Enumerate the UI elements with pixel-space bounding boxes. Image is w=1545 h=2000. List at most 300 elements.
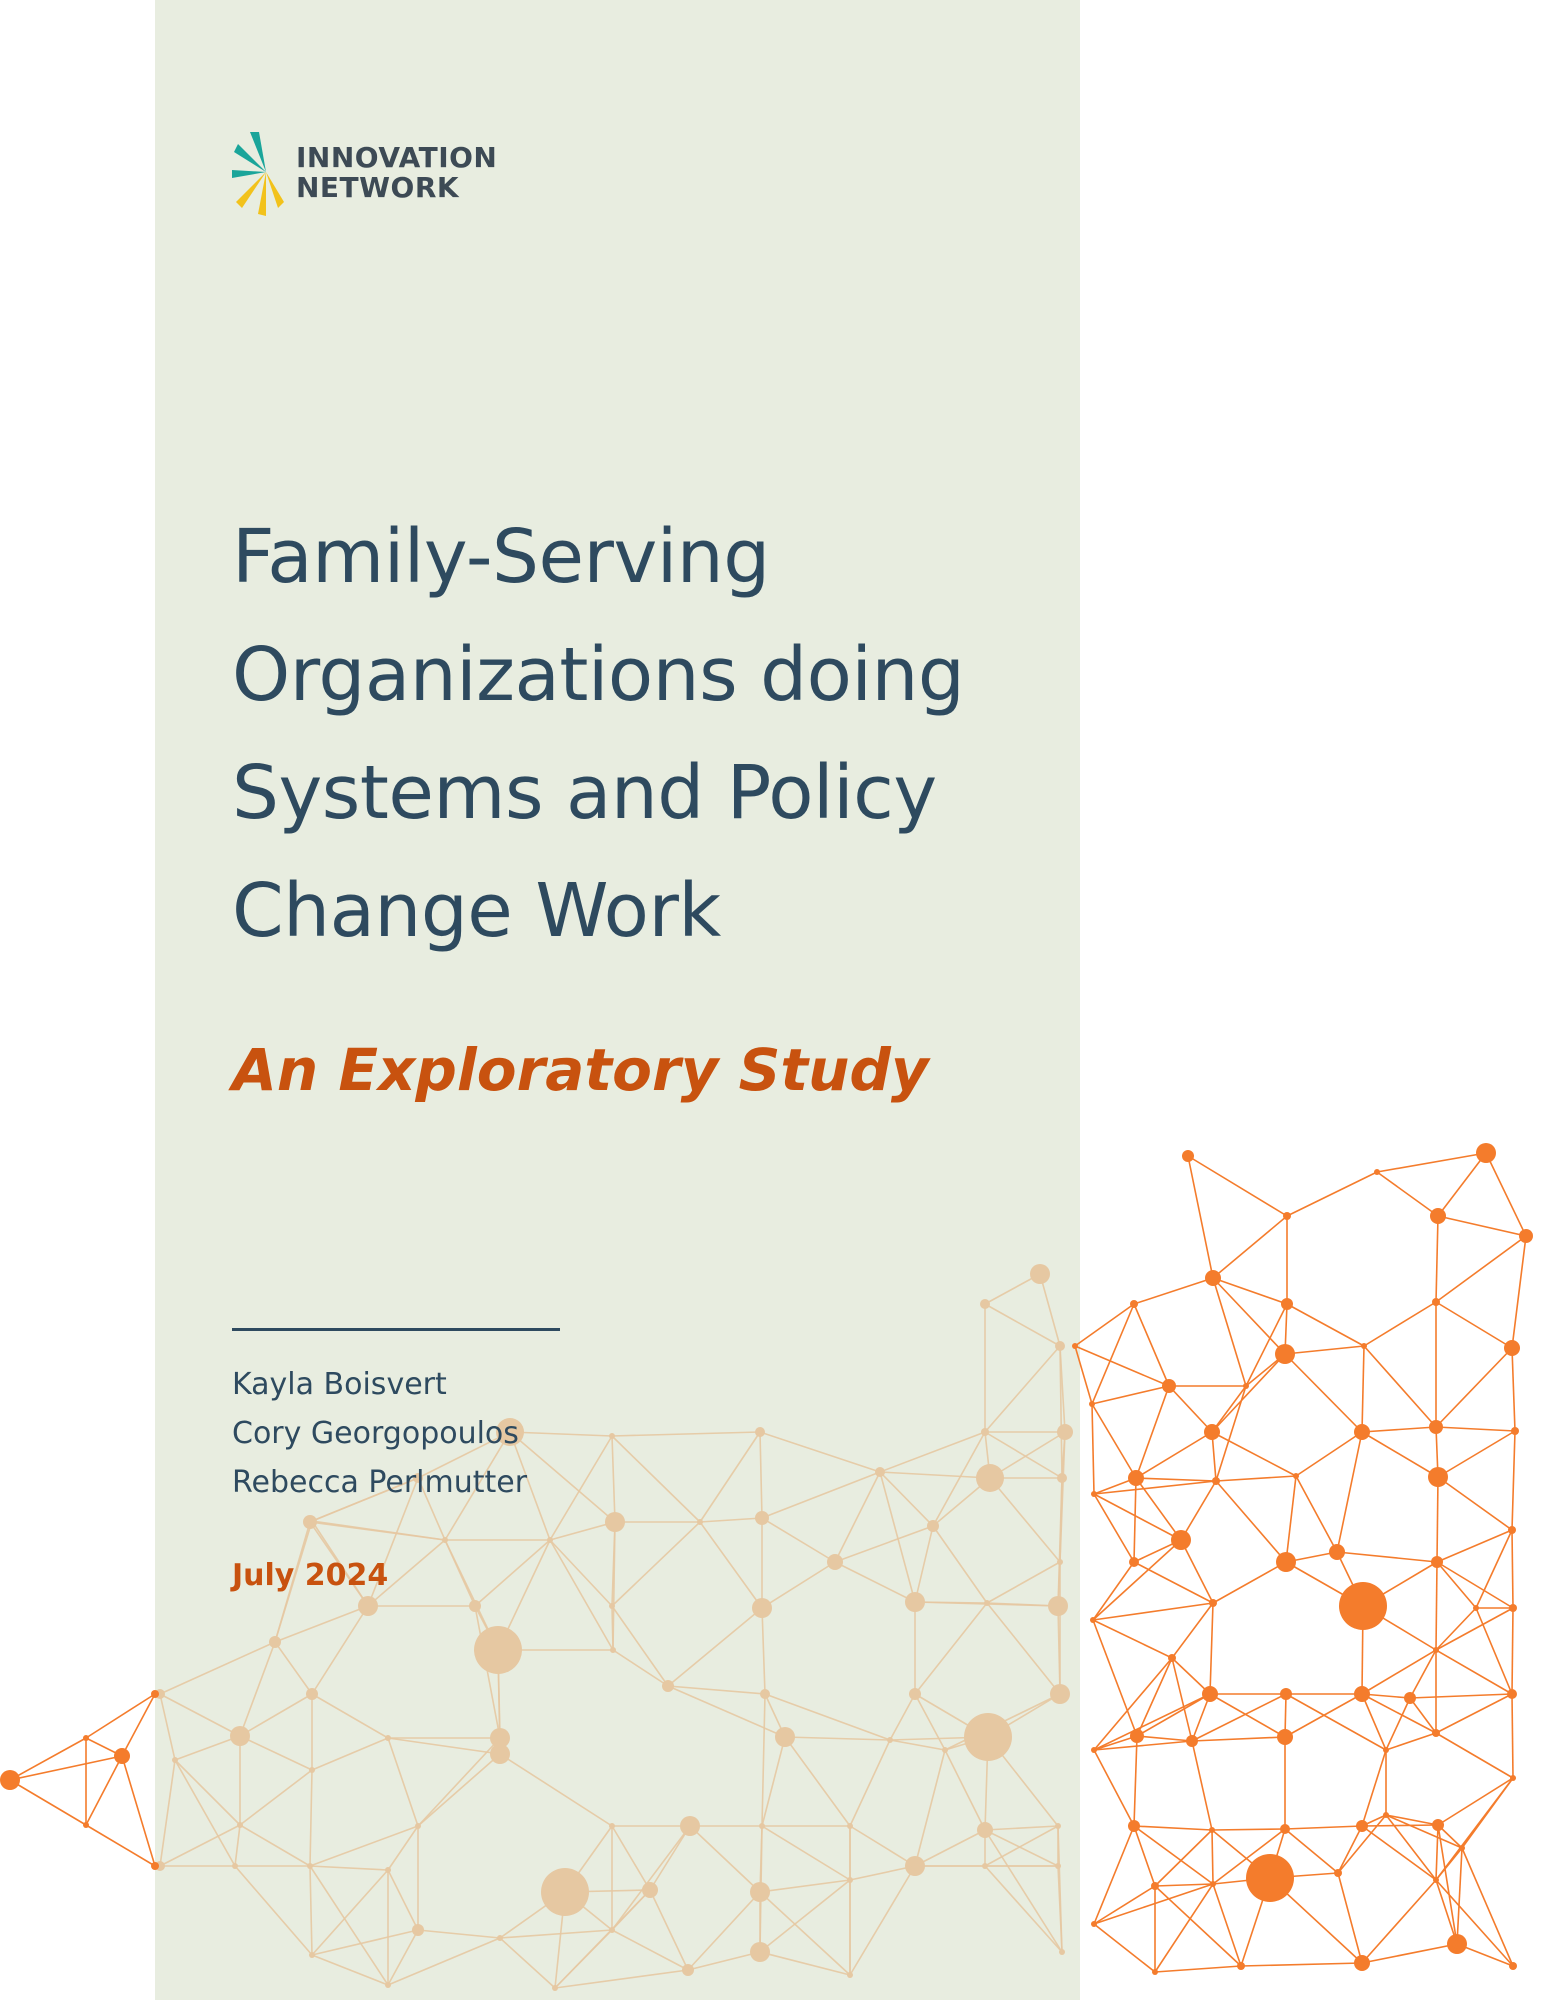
network-edge bbox=[1436, 1216, 1438, 1302]
network-node bbox=[1432, 1298, 1440, 1306]
network-node bbox=[827, 1554, 843, 1570]
network-node bbox=[1130, 1300, 1138, 1308]
network-node bbox=[1130, 1729, 1144, 1743]
network-edge bbox=[1094, 1886, 1155, 1924]
network-edge bbox=[1362, 1825, 1438, 1826]
network-edge bbox=[915, 1603, 987, 1694]
network-edge bbox=[880, 1432, 985, 1472]
network-edge bbox=[1436, 1608, 1513, 1650]
network-edge bbox=[985, 1866, 1062, 1952]
network-edge bbox=[612, 1432, 760, 1436]
network-edge bbox=[1155, 1884, 1213, 1886]
network-edge bbox=[550, 1540, 613, 1650]
network-edge bbox=[1094, 1884, 1213, 1924]
network-node bbox=[1519, 1229, 1533, 1243]
network-edge bbox=[1438, 1778, 1513, 1825]
network-edge bbox=[1364, 1346, 1436, 1427]
network-edge bbox=[1512, 1530, 1513, 1608]
network-node bbox=[609, 1603, 615, 1609]
network-edge bbox=[762, 1562, 835, 1608]
network-node bbox=[83, 1822, 89, 1828]
network-edge bbox=[915, 1602, 987, 1603]
network-edge bbox=[1136, 1386, 1169, 1478]
network-node bbox=[1429, 1420, 1443, 1434]
network-node bbox=[977, 1822, 993, 1838]
network-node bbox=[1433, 1647, 1439, 1653]
network-edge bbox=[1436, 1848, 1462, 1880]
network-edge bbox=[550, 1540, 612, 1606]
network-node bbox=[1186, 1735, 1198, 1747]
network-edge bbox=[388, 1826, 418, 1870]
network-edge bbox=[1134, 1562, 1213, 1603]
network-edge bbox=[1476, 1608, 1512, 1694]
network-edge bbox=[987, 1603, 1060, 1694]
network-node bbox=[1055, 1341, 1065, 1351]
network-node bbox=[114, 1748, 130, 1764]
network-node bbox=[1089, 1401, 1095, 1407]
network-node bbox=[1091, 1747, 1097, 1753]
network-node bbox=[1283, 1212, 1291, 1220]
author-list bbox=[232, 1360, 527, 1507]
network-edge bbox=[310, 1770, 312, 1866]
network-node bbox=[755, 1511, 769, 1525]
network-edge bbox=[1512, 1236, 1526, 1348]
network-edge bbox=[1436, 1348, 1512, 1427]
network-edge bbox=[500, 1754, 612, 1826]
network-edge bbox=[1213, 1216, 1287, 1278]
network-edge bbox=[312, 1955, 388, 1985]
network-edge bbox=[985, 1346, 1060, 1432]
network-edge bbox=[1437, 1562, 1476, 1608]
network-edge bbox=[1136, 1478, 1216, 1481]
network-edge bbox=[388, 1938, 500, 1985]
network-edge bbox=[1486, 1153, 1526, 1236]
network-edge bbox=[1512, 1431, 1515, 1530]
network-edge bbox=[1437, 1530, 1512, 1562]
network-edge bbox=[1285, 1826, 1362, 1829]
starburst-logo-icon bbox=[232, 130, 294, 216]
network-edge bbox=[850, 1826, 915, 1866]
network-edge bbox=[312, 1694, 388, 1738]
network-edge bbox=[1212, 1829, 1285, 1830]
network-edge bbox=[1362, 1826, 1436, 1880]
network-edge bbox=[1216, 1476, 1296, 1481]
network-node bbox=[755, 1427, 765, 1437]
network-edge bbox=[1386, 1815, 1462, 1848]
network-edge bbox=[10, 1756, 122, 1780]
network-edge bbox=[1172, 1658, 1192, 1741]
network-edge bbox=[612, 1436, 615, 1522]
network-node bbox=[927, 1520, 939, 1532]
network-edge bbox=[612, 1436, 700, 1522]
network-edge bbox=[1338, 1873, 1362, 1963]
network-edge bbox=[1212, 1830, 1213, 1884]
network-edge bbox=[310, 1866, 312, 1955]
network-edge bbox=[1364, 1302, 1436, 1346]
network-node bbox=[490, 1744, 510, 1764]
network-node bbox=[232, 1863, 238, 1869]
network-node bbox=[1473, 1605, 1479, 1611]
network-node bbox=[1339, 1582, 1387, 1630]
network-edge bbox=[1136, 1432, 1212, 1478]
network-edge bbox=[785, 1737, 850, 1826]
network-edge bbox=[612, 1826, 650, 1890]
network-node bbox=[981, 1428, 989, 1436]
network-edge bbox=[762, 1737, 785, 1826]
network-edge bbox=[612, 1522, 700, 1606]
network-edge bbox=[1436, 1427, 1515, 1431]
network-edge bbox=[1213, 1278, 1246, 1386]
network-node bbox=[1030, 1264, 1050, 1284]
network-edge bbox=[1181, 1540, 1213, 1603]
network-edge bbox=[1093, 1562, 1134, 1620]
network-edge bbox=[1285, 1346, 1364, 1354]
network-node bbox=[415, 1823, 421, 1829]
network-edge bbox=[1362, 1694, 1386, 1750]
title-line: Change Work bbox=[232, 868, 721, 954]
network-node bbox=[469, 1600, 481, 1612]
network-node bbox=[1209, 1599, 1217, 1607]
network-edge bbox=[760, 1432, 880, 1472]
network-edge bbox=[760, 1432, 762, 1518]
network-node bbox=[1476, 1143, 1496, 1163]
network-edge bbox=[1134, 1826, 1213, 1884]
network-node bbox=[759, 1823, 765, 1829]
network-edge bbox=[312, 1870, 388, 1955]
network-edge bbox=[418, 1738, 500, 1826]
network-node bbox=[680, 1816, 700, 1836]
network-node bbox=[1356, 1820, 1368, 1832]
network-node bbox=[1171, 1530, 1191, 1550]
network-node bbox=[474, 1626, 522, 1674]
network-edge bbox=[388, 1870, 418, 1930]
network-edge bbox=[650, 1890, 688, 1970]
network-node bbox=[1243, 1383, 1249, 1389]
network-edge bbox=[160, 1694, 240, 1736]
network-edge bbox=[890, 1694, 915, 1740]
network-node bbox=[1354, 1955, 1370, 1971]
network-edge bbox=[1169, 1386, 1212, 1432]
network-edge bbox=[240, 1770, 312, 1825]
network-edge bbox=[700, 1522, 762, 1608]
network-node bbox=[1432, 1819, 1444, 1831]
network-edge bbox=[1241, 1963, 1362, 1966]
network-node bbox=[1277, 1729, 1293, 1745]
network-node bbox=[552, 1985, 558, 1991]
network-edge bbox=[1438, 1431, 1515, 1477]
network-node bbox=[385, 1982, 391, 1988]
network-node bbox=[942, 1747, 948, 1753]
network-edge bbox=[1286, 1694, 1386, 1750]
network-node bbox=[547, 1537, 553, 1543]
network-edge bbox=[86, 1756, 122, 1825]
network-edge bbox=[312, 1606, 368, 1694]
network-node bbox=[1057, 1473, 1067, 1483]
network-node bbox=[642, 1882, 658, 1898]
network-node bbox=[1334, 1869, 1342, 1877]
network-node bbox=[760, 1689, 770, 1699]
author-name: Cory Georgopoulos bbox=[232, 1416, 519, 1451]
network-node bbox=[1182, 1150, 1194, 1162]
network-node bbox=[984, 1600, 990, 1606]
network-edge bbox=[690, 1826, 760, 1892]
network-node bbox=[1329, 1544, 1345, 1560]
network-node bbox=[1504, 1340, 1520, 1356]
network-node bbox=[905, 1592, 925, 1612]
network-node bbox=[752, 1598, 772, 1618]
network-node bbox=[385, 1735, 391, 1741]
network-edge bbox=[1092, 1386, 1169, 1404]
network-node bbox=[307, 1863, 313, 1869]
network-node bbox=[847, 1823, 853, 1829]
author-name: Rebecca Perlmutter bbox=[232, 1465, 528, 1500]
network-edge bbox=[835, 1562, 915, 1602]
network-node bbox=[1072, 1343, 1078, 1349]
network-edge bbox=[1188, 1156, 1287, 1216]
divider-rule bbox=[232, 1328, 560, 1331]
network-node bbox=[1383, 1812, 1389, 1818]
network-node bbox=[775, 1727, 795, 1747]
network-node bbox=[697, 1519, 703, 1525]
network-edge bbox=[275, 1642, 312, 1694]
network-edge bbox=[1362, 1432, 1438, 1477]
network-node bbox=[151, 1690, 159, 1698]
network-node bbox=[976, 1464, 1004, 1492]
network-edge bbox=[1134, 1736, 1137, 1826]
network-edge bbox=[915, 1750, 945, 1866]
network-edge bbox=[1155, 1966, 1241, 1972]
network-edge bbox=[1094, 1924, 1155, 1972]
network-edge bbox=[985, 1304, 1060, 1346]
network-edge bbox=[762, 1826, 850, 1880]
network-node bbox=[1509, 1604, 1517, 1612]
network-edge bbox=[785, 1737, 890, 1740]
logo-line-2: NETWORK bbox=[296, 171, 460, 204]
network-node bbox=[982, 1863, 988, 1869]
network-node bbox=[1280, 1824, 1290, 1834]
network-edge bbox=[1137, 1736, 1192, 1741]
network-node bbox=[1507, 1689, 1517, 1699]
network-edge bbox=[1436, 1562, 1437, 1650]
report-subtitle: An Exploratory Study bbox=[232, 1036, 929, 1104]
network-node bbox=[609, 1823, 615, 1829]
network-node bbox=[1433, 1877, 1439, 1883]
network-edge bbox=[688, 1952, 760, 1970]
network-node bbox=[1151, 1882, 1159, 1890]
network-edge bbox=[175, 1760, 235, 1866]
logo-wordmark bbox=[296, 143, 497, 203]
network-edge bbox=[880, 1472, 990, 1478]
network-edge bbox=[240, 1825, 310, 1866]
network-node bbox=[1091, 1491, 1097, 1497]
network-node bbox=[269, 1636, 281, 1648]
network-node bbox=[1057, 1559, 1063, 1565]
network-node bbox=[1128, 1470, 1144, 1486]
network-node bbox=[1374, 1169, 1380, 1175]
network-edge bbox=[668, 1608, 762, 1686]
network-edge bbox=[310, 1826, 418, 1866]
network-node bbox=[980, 1299, 990, 1309]
network-node bbox=[905, 1856, 925, 1876]
network-node bbox=[1354, 1686, 1370, 1702]
network-edge bbox=[1134, 1826, 1212, 1830]
network-node bbox=[964, 1713, 1012, 1761]
network-edge bbox=[700, 1518, 762, 1522]
network-edge bbox=[1436, 1236, 1526, 1302]
network-edge bbox=[388, 1738, 418, 1826]
network-node bbox=[609, 1433, 615, 1439]
network-edge bbox=[1192, 1737, 1285, 1741]
network-edge bbox=[1436, 1733, 1513, 1778]
network-edge bbox=[915, 1526, 933, 1602]
network-node bbox=[0, 1770, 20, 1790]
publication-date: July 2024 bbox=[232, 1558, 389, 1593]
network-node bbox=[1246, 1854, 1294, 1902]
network-node bbox=[230, 1726, 250, 1746]
network-node bbox=[1212, 1477, 1220, 1485]
network-edge bbox=[86, 1694, 155, 1738]
network-node bbox=[1205, 1270, 1221, 1286]
network-node bbox=[682, 1964, 694, 1976]
report-title bbox=[232, 498, 1072, 970]
network-node bbox=[412, 1924, 424, 1936]
network-edge bbox=[762, 1518, 835, 1562]
network-edge bbox=[240, 1736, 312, 1770]
network-edge bbox=[1436, 1880, 1513, 1966]
network-node bbox=[1293, 1473, 1299, 1479]
network-edge bbox=[613, 1650, 668, 1686]
network-edge bbox=[945, 1750, 985, 1830]
network-node bbox=[1428, 1467, 1448, 1487]
network-edge bbox=[240, 1694, 312, 1736]
network-edge bbox=[1287, 1304, 1364, 1346]
network-node bbox=[1281, 1298, 1293, 1310]
network-node bbox=[750, 1942, 770, 1962]
network-node bbox=[309, 1518, 315, 1524]
network-node bbox=[662, 1680, 674, 1692]
network-edge bbox=[700, 1432, 760, 1522]
network-edge bbox=[1337, 1552, 1437, 1562]
network-node bbox=[1202, 1686, 1218, 1702]
network-edge bbox=[1181, 1481, 1216, 1540]
network-edge bbox=[1386, 1698, 1410, 1750]
network-edge bbox=[915, 1830, 985, 1866]
network-edge bbox=[1094, 1750, 1134, 1826]
network-edge bbox=[760, 1892, 850, 1975]
network-node bbox=[1432, 1729, 1440, 1737]
network-node bbox=[1275, 1344, 1295, 1364]
network-edge bbox=[1040, 1274, 1060, 1346]
network-node bbox=[1162, 1379, 1176, 1393]
network-edge bbox=[1192, 1741, 1212, 1830]
network-edge bbox=[10, 1780, 86, 1825]
network-edge bbox=[1512, 1608, 1513, 1694]
network-edge bbox=[990, 1478, 1060, 1562]
network-node bbox=[1511, 1427, 1519, 1435]
network-node bbox=[875, 1467, 885, 1477]
network-edge bbox=[933, 1526, 987, 1603]
network-node bbox=[1152, 1969, 1158, 1975]
network-node bbox=[1459, 1845, 1465, 1851]
network-node bbox=[1237, 1962, 1245, 1970]
network-edge bbox=[1436, 1302, 1512, 1348]
logo-line-1: INNOVATION bbox=[296, 141, 498, 174]
network-edge bbox=[500, 1930, 612, 1938]
network-node bbox=[1383, 1747, 1389, 1753]
network-edge bbox=[850, 1740, 890, 1826]
network-edge bbox=[160, 1760, 175, 1866]
network-edge bbox=[1134, 1826, 1155, 1886]
network-edge bbox=[1137, 1694, 1210, 1736]
network-edge bbox=[1362, 1346, 1364, 1432]
network-edge bbox=[235, 1866, 312, 1955]
network-node bbox=[847, 1877, 853, 1883]
network-node bbox=[1509, 1962, 1517, 1970]
network-edge bbox=[1438, 1153, 1486, 1216]
network-edge bbox=[555, 1970, 688, 1988]
network-node bbox=[1057, 1424, 1073, 1440]
network-node bbox=[1508, 1526, 1516, 1534]
network-edge bbox=[850, 1866, 915, 1975]
network-node bbox=[1128, 1820, 1140, 1832]
network-edge bbox=[1362, 1694, 1436, 1733]
network-edge bbox=[1410, 1694, 1512, 1698]
network-node bbox=[1280, 1688, 1292, 1700]
network-edge bbox=[612, 1606, 668, 1686]
network-edge bbox=[235, 1825, 240, 1866]
network-node bbox=[1048, 1596, 1068, 1616]
network-node bbox=[1447, 1934, 1467, 1954]
network-node bbox=[306, 1688, 318, 1700]
network-edge bbox=[1410, 1698, 1436, 1733]
network-edge bbox=[1457, 1848, 1462, 1944]
network-edge bbox=[175, 1760, 240, 1825]
network-node bbox=[497, 1935, 503, 1941]
network-node bbox=[1168, 1654, 1176, 1662]
network-node bbox=[1055, 1863, 1061, 1869]
network-edge bbox=[985, 1826, 1058, 1830]
network-node bbox=[1209, 1827, 1215, 1833]
network-edge bbox=[1210, 1603, 1213, 1694]
network-edge bbox=[1436, 1694, 1512, 1733]
network-edge bbox=[122, 1694, 155, 1756]
network-edge bbox=[1437, 1562, 1513, 1608]
network-edge bbox=[1094, 1826, 1134, 1924]
network-edge bbox=[418, 1754, 500, 1826]
network-node bbox=[750, 1882, 770, 1902]
network-edge bbox=[1296, 1432, 1362, 1476]
network-edge bbox=[1337, 1432, 1362, 1552]
network-edge bbox=[1436, 1608, 1476, 1650]
network-edge bbox=[1093, 1603, 1213, 1620]
network-edge bbox=[312, 1738, 388, 1770]
network-edge bbox=[1212, 1354, 1285, 1432]
network-node bbox=[237, 1822, 243, 1828]
network-edge bbox=[1137, 1658, 1172, 1736]
title-line: Family-Serving bbox=[232, 514, 770, 600]
network-node bbox=[1090, 1617, 1096, 1623]
network-edge bbox=[1362, 1750, 1386, 1826]
network-edge bbox=[1212, 1386, 1246, 1432]
network-edge bbox=[1436, 1825, 1438, 1880]
network-edge bbox=[160, 1694, 175, 1760]
network-edge bbox=[1296, 1476, 1337, 1552]
network-edge bbox=[1287, 1172, 1377, 1216]
network-edge bbox=[1192, 1694, 1286, 1741]
network-edge bbox=[612, 1826, 690, 1930]
network-edge bbox=[762, 1472, 880, 1518]
network-node bbox=[1430, 1208, 1446, 1224]
